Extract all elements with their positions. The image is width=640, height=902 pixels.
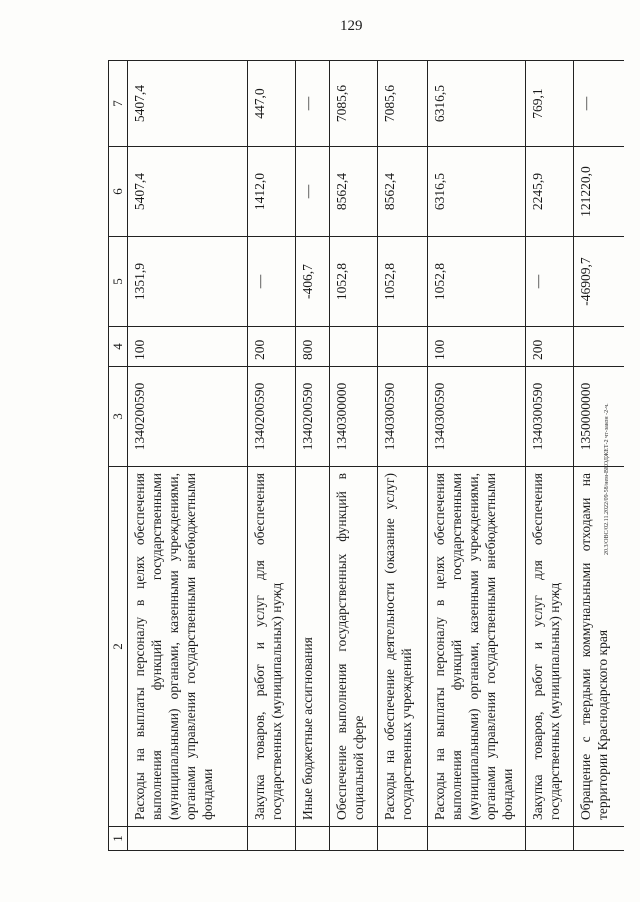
expense-type-cell: 200 bbox=[248, 327, 296, 367]
target-code-cell: 1340300590 bbox=[526, 367, 574, 467]
target-code-cell: 1350000000 bbox=[574, 367, 624, 467]
target-code-cell: 1340300000 bbox=[330, 367, 378, 467]
column-header-3: 3 bbox=[109, 367, 128, 467]
value-col7-cell: — bbox=[574, 61, 624, 147]
value-col7-cell: — bbox=[296, 61, 330, 147]
value-col7-cell: 447,0 bbox=[248, 61, 296, 147]
expense-type-cell bbox=[330, 327, 378, 367]
expense-type-cell: 200 bbox=[526, 327, 574, 367]
value-col6-cell: 121220,0 bbox=[574, 147, 624, 237]
value-col5-cell: 1052,8 bbox=[330, 237, 378, 327]
value-col5-cell: — bbox=[526, 237, 574, 327]
value-col6-cell: 8562,4 bbox=[378, 147, 428, 237]
value-col6-cell: 5407,4 bbox=[128, 147, 248, 237]
expense-name-cell: Закупка товаров, работ и услуг для обеспечения государственных (муниципальных) нужд bbox=[248, 467, 296, 827]
table-row bbox=[574, 61, 624, 851]
expense-name-cell: Закупка товаров, работ и услуг для обеспечения государственных (муниципальных) нужд bbox=[526, 467, 574, 827]
budget-table bbox=[108, 60, 624, 851]
row-number-cell bbox=[428, 827, 526, 851]
value-col7-cell: 7085,6 bbox=[330, 61, 378, 147]
row-number-cell bbox=[330, 827, 378, 851]
table-row bbox=[248, 61, 296, 851]
expense-name-cell: Иные бюджетные ассигнования bbox=[296, 467, 330, 827]
row-number-cell bbox=[296, 827, 330, 851]
expense-name-cell: Обеспечение выполнения государственных функций в социальной сфере bbox=[330, 467, 378, 827]
table-row bbox=[330, 61, 378, 851]
column-header-7: 7 bbox=[109, 61, 128, 147]
expense-type-cell bbox=[378, 327, 428, 367]
table-row bbox=[128, 61, 248, 851]
page-number: 129 bbox=[340, 18, 363, 34]
table-header-row bbox=[109, 61, 128, 851]
expense-type-cell: 100 bbox=[428, 327, 526, 367]
target-code-cell: 1340200590 bbox=[128, 367, 248, 467]
target-code-cell: 1340200590 bbox=[296, 367, 330, 467]
target-code-cell: 1340300590 bbox=[378, 367, 428, 467]
expense-type-cell bbox=[574, 327, 624, 367]
value-col6-cell: 8562,4 bbox=[330, 147, 378, 237]
column-header-1: 1 bbox=[109, 827, 128, 851]
expense-name-cell: Расходы на обеспечение деятельности (оказание услуг) государственных учреждений bbox=[378, 467, 428, 827]
value-col6-cell: 6316,5 bbox=[428, 147, 526, 237]
target-code-cell: 1340300590 bbox=[428, 367, 526, 467]
expense-type-cell: 800 bbox=[296, 327, 330, 367]
value-col7-cell: 769,1 bbox=[526, 61, 574, 147]
column-header-6: 6 bbox=[109, 147, 128, 237]
column-header-2: 2 bbox=[109, 467, 128, 827]
expense-name-cell: Расходы на выплаты персоналу в целях обеспечения выполнения функций государственными (муниципальными) органами, казенными учреждениями, органами управления государственными внебюджетными фондами bbox=[128, 467, 248, 827]
document-footer-code: 20.3/OBC/02.11.2022/09-58/нем-ВКОДЖЕТ-2 чт-закон -2-ч. bbox=[604, 403, 610, 555]
value-col5-cell: 1351,9 bbox=[128, 237, 248, 327]
row-number-cell bbox=[526, 827, 574, 851]
table-row bbox=[526, 61, 574, 851]
value-col5-cell: 1052,8 bbox=[378, 237, 428, 327]
value-col5-cell: -46909,7 bbox=[574, 237, 624, 327]
table-row bbox=[296, 61, 330, 851]
row-number-cell bbox=[128, 827, 248, 851]
expense-type-cell: 100 bbox=[128, 327, 248, 367]
column-header-4: 4 bbox=[109, 327, 128, 367]
value-col5-cell: — bbox=[248, 237, 296, 327]
expense-name-cell: Обращение с твердыми коммунальными отходами на территории Краснодарского края bbox=[574, 467, 624, 827]
value-col7-cell: 7085,6 bbox=[378, 61, 428, 147]
table-row bbox=[378, 61, 428, 851]
value-col6-cell: 1412,0 bbox=[248, 147, 296, 237]
value-col5-cell: 1052,8 bbox=[428, 237, 526, 327]
row-number-cell bbox=[574, 827, 624, 851]
target-code-cell: 1340200590 bbox=[248, 367, 296, 467]
column-header-5: 5 bbox=[109, 237, 128, 327]
row-number-cell bbox=[248, 827, 296, 851]
row-number-cell bbox=[378, 827, 428, 851]
table-row bbox=[428, 61, 526, 851]
value-col6-cell: — bbox=[296, 147, 330, 237]
value-col6-cell: 2245,9 bbox=[526, 147, 574, 237]
value-col7-cell: 6316,5 bbox=[428, 61, 526, 147]
value-col5-cell: -406,7 bbox=[296, 237, 330, 327]
value-col7-cell: 5407,4 bbox=[128, 61, 248, 147]
expense-name-cell: Расходы на выплаты персоналу в целях обеспечения выполнения функций государственными (муниципальными) органами, казенными учреждениями, органами управления государственными внебюджетными фондами bbox=[428, 467, 526, 827]
